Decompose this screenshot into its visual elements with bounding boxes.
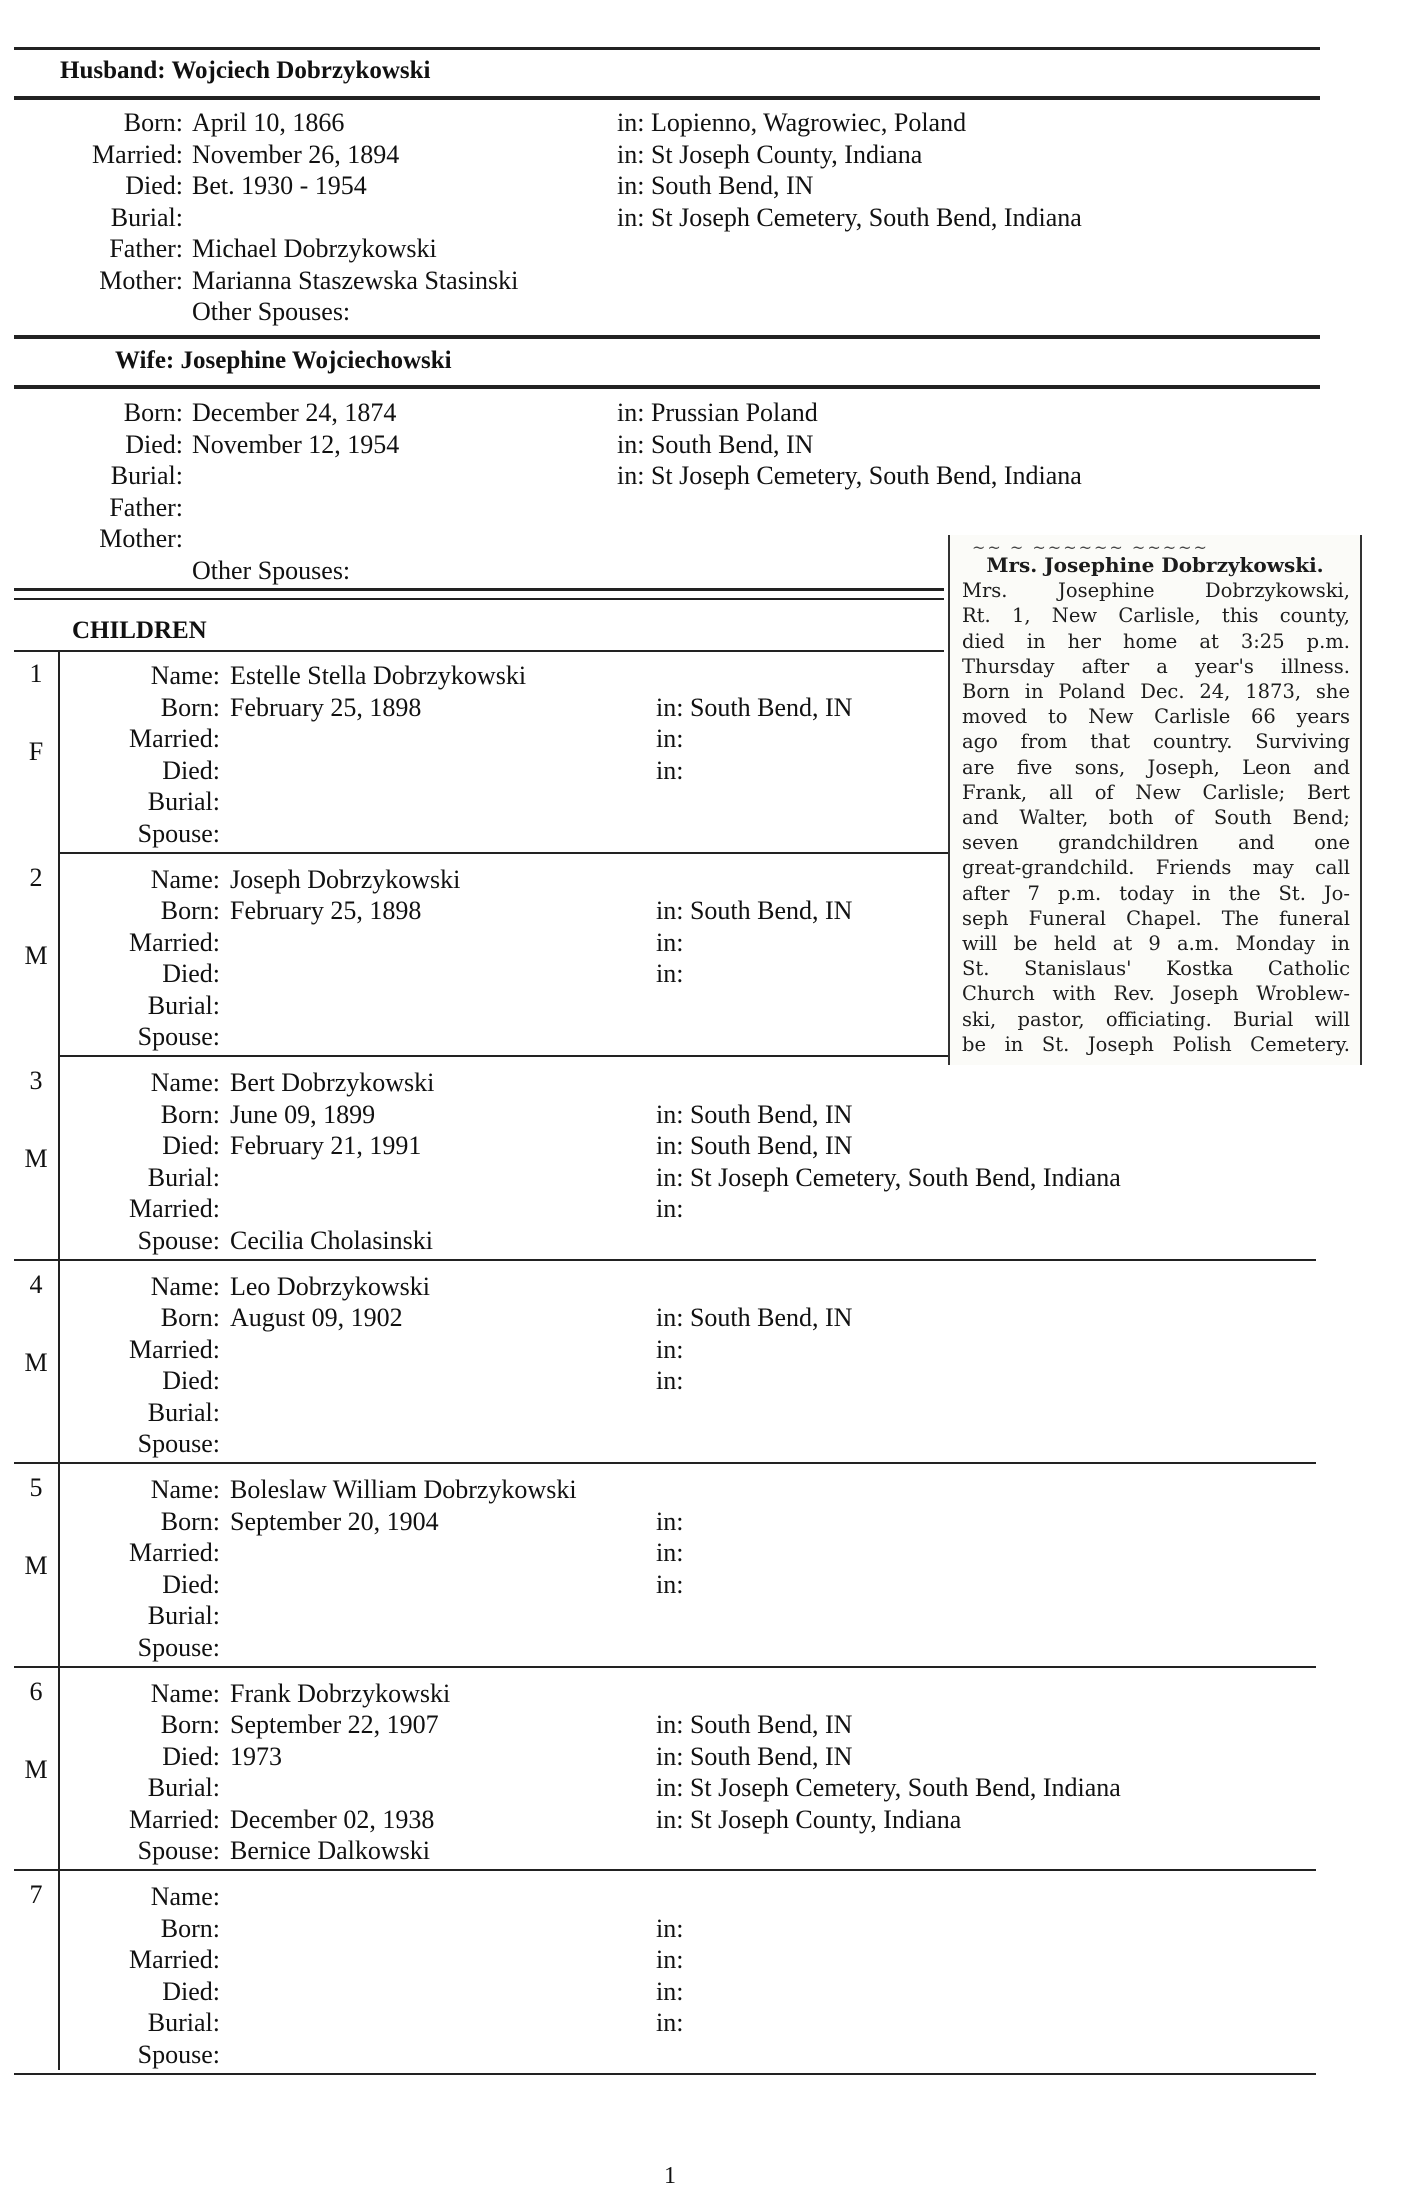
wife-detail-row — [0, 397, 1409, 429]
child-separator — [14, 1869, 1316, 1871]
wife-detail-label: Born: — [123, 398, 183, 427]
child-number: 3 — [29, 1066, 43, 1095]
child-separator — [14, 1259, 1316, 1261]
child-detail-place: in: South Bend, IN — [656, 1099, 853, 1129]
child-detail-place: in: — [656, 1569, 684, 1599]
clipping-line: Church with Rev. Joseph Wroblew- — [962, 982, 1350, 1006]
child-detail-label: Died: — [162, 755, 220, 785]
child-detail-place: in: South Bend, IN — [656, 1303, 853, 1332]
child-number: 4 — [29, 1269, 43, 1299]
children-header: CHILDREN — [72, 617, 207, 644]
wife-detail-place: in: South Bend, IN — [617, 429, 814, 459]
obituary-clipping — [948, 535, 1362, 1065]
child-detail-label: Name: — [150, 1882, 220, 1911]
child-number: 6 — [29, 1676, 43, 1706]
clipping-line: after 7 p.m. today in the St. Jo- — [962, 881, 1350, 905]
husband-detail-value: Michael Dobrzykowski — [192, 234, 437, 263]
child-detail-row — [0, 1772, 1409, 1804]
husband-detail-row — [0, 265, 1409, 297]
child-detail-place: in: St Joseph Cemetery, South Bend, Indiana — [656, 1162, 1121, 1192]
child-separator — [58, 852, 948, 854]
child-detail-row — [0, 1881, 1409, 1913]
child-sex: M — [24, 1144, 48, 1173]
child-detail-row — [0, 1804, 1409, 1836]
child-detail-label: Died: — [162, 959, 220, 988]
child-detail-row — [0, 1944, 1409, 1976]
child-detail-label: Born: — [160, 692, 220, 722]
clipping-line: Frank, all of New Carlisle; Bert — [962, 780, 1350, 804]
wife-rule — [14, 385, 1320, 389]
wife-top-rule — [14, 335, 1320, 339]
child-detail-row — [0, 1835, 1409, 1867]
child-detail-value: Estelle Stella Dobrzykowski — [230, 661, 527, 690]
child-detail-label: Died: — [162, 1366, 220, 1395]
husband-detail-row — [0, 296, 1409, 328]
child-detail-label: Burial: — [147, 1601, 220, 1630]
child-sex: M — [24, 1347, 48, 1377]
child-detail-value: Cecilia Cholasinski — [230, 1225, 433, 1255]
clipping-line: be in St. Joseph Polish Cemetery. — [962, 1032, 1350, 1056]
child-detail-row — [0, 1099, 1409, 1131]
top-rule — [14, 47, 1320, 50]
child-detail-value: Joseph Dobrzykowski — [230, 864, 461, 894]
husband-detail-label: Mother: — [99, 265, 183, 295]
husband-rule — [14, 96, 1320, 100]
page-number: 1 — [664, 2163, 676, 2189]
child-detail-value: Leo Dobrzykowski — [230, 1271, 431, 1301]
child-detail-row — [0, 1709, 1409, 1741]
child-detail-row — [0, 1506, 1409, 1538]
wife-detail-label: Died: — [125, 429, 183, 459]
child-detail-place: in: — [656, 724, 684, 753]
child-detail-place: in: — [656, 1976, 684, 2006]
child-detail-label: Born: — [160, 1099, 220, 1129]
child-detail-label: Born: — [160, 1506, 220, 1536]
husband-header-label: Husband: — [60, 57, 166, 84]
child-detail-value: Bert Dobrzykowski — [230, 1068, 435, 1097]
child-detail-place: in: — [656, 1194, 684, 1223]
clipping-line: died in her home at 3:25 p.m. — [962, 629, 1350, 653]
child-detail-value: February 25, 1898 — [230, 896, 422, 925]
wife-name: Josephine Wojciechowski — [180, 347, 452, 374]
clipping-line: St. Stanislaus' Kostka Catholic — [962, 957, 1350, 981]
child-detail-label: Married: — [129, 724, 220, 753]
husband-detail-row — [0, 202, 1409, 234]
child-detail-row — [0, 1976, 1409, 2008]
child-number: 5 — [29, 1473, 43, 1502]
husband-detail-label: Father: — [109, 234, 183, 263]
clipping-cut-fragment: ~~ ~ ~~~~~~ ~~~~~ — [972, 538, 1209, 557]
child-detail-label: Name: — [150, 1678, 220, 1708]
child-detail-row — [0, 1067, 1409, 1099]
child-number: 7 — [29, 1880, 43, 1909]
husband-detail-row — [0, 233, 1409, 265]
child-detail-place: in: — [656, 755, 684, 785]
child-sex: F — [28, 737, 44, 766]
clipping-line: Thursday after a year's illness. — [962, 654, 1350, 678]
child-detail-label: Married: — [129, 1804, 220, 1834]
child-detail-place: in: — [656, 1506, 684, 1536]
child-separator — [14, 1462, 1316, 1464]
child-detail-row — [0, 1302, 1409, 1334]
husband-detail-label: Born: — [123, 108, 183, 137]
husband-detail-label: Burial: — [110, 202, 183, 232]
clipping-line: will be held at 9 a.m. Monday in — [962, 932, 1350, 956]
child-detail-row — [0, 1271, 1409, 1303]
clipping-line: Rt. 1, New Carlisle, this county, — [962, 604, 1350, 628]
child-number: 2 — [29, 862, 43, 892]
child-detail-value: September 22, 1907 — [230, 1710, 439, 1739]
child-separator — [14, 1666, 1316, 1668]
child-detail-row — [0, 1537, 1409, 1569]
child-detail-label: Died: — [162, 1741, 220, 1771]
child-detail-label: Married: — [129, 1194, 220, 1223]
child-detail-value: September 20, 1904 — [230, 1506, 439, 1536]
child-separator — [58, 1055, 948, 1057]
child-detail-label: Married: — [129, 1334, 220, 1364]
child-detail-value: August 09, 1902 — [230, 1303, 403, 1332]
child-detail-value: December 02, 1938 — [230, 1804, 435, 1834]
child-detail-place: in: St Joseph County, Indiana — [656, 1804, 962, 1834]
child-detail-place: in: South Bend, IN — [656, 1710, 853, 1739]
child-detail-row — [0, 1193, 1409, 1225]
child-detail-row — [0, 1225, 1409, 1257]
child-detail-label: Born: — [160, 1303, 220, 1332]
clipping-title: Mrs. Josephine Dobrzykowski. — [986, 553, 1324, 577]
child-detail-row — [0, 1162, 1409, 1194]
child-detail-place: in: — [656, 1945, 684, 1974]
clipping-line: seph Funeral Chapel. The funeral — [962, 906, 1350, 930]
child-detail-label: Died: — [162, 1976, 220, 2006]
child-detail-label: Married: — [129, 1538, 220, 1567]
child-detail-value: June 09, 1899 — [230, 1099, 376, 1129]
children-top-rule-1 — [14, 588, 944, 591]
child-detail-row — [0, 1569, 1409, 1601]
child-detail-row — [0, 1474, 1409, 1506]
child-detail-label: Born: — [160, 1913, 220, 1943]
child-detail-row — [0, 1334, 1409, 1366]
clipping-line: Mrs. Josephine Dobrzykowski, — [962, 579, 1350, 603]
clipping-line: great-grandchild. Friends may call — [962, 856, 1350, 880]
child-detail-value: Frank Dobrzykowski — [230, 1678, 451, 1708]
wife-detail-label: Mother: — [99, 524, 183, 553]
child-detail-label: Name: — [150, 1068, 220, 1097]
child-detail-place: in: St Joseph Cemetery, South Bend, Indiana — [656, 1773, 1121, 1802]
child-detail-label: Spouse: — [137, 818, 220, 848]
clipping-line: Born in Poland Dec. 24, 1873, she — [962, 680, 1350, 704]
child-detail-row — [0, 1632, 1409, 1664]
child-sex: M — [24, 940, 48, 970]
wife-detail-row — [0, 429, 1409, 461]
child-detail-row — [0, 1741, 1409, 1773]
child-detail-row — [0, 2007, 1409, 2039]
child-number: 1 — [29, 659, 43, 688]
husband-detail-place: in: Lopienno, Wagrowiec, Poland — [617, 108, 967, 137]
wife-detail-value: December 24, 1874 — [192, 398, 397, 427]
child-separator — [14, 2073, 1316, 2075]
child-detail-label: Burial: — [147, 1397, 220, 1427]
child-detail-place: in: South Bend, IN — [656, 692, 853, 722]
husband-name: Wojciech Dobrzykowski — [171, 57, 431, 84]
husband-detail-value: April 10, 1866 — [192, 108, 345, 137]
husband-detail-place: in: St Joseph Cemetery, South Bend, Indiana — [617, 202, 1082, 232]
child-detail-place: in: — [656, 1366, 684, 1395]
wife-detail-value: Other Spouses: — [192, 555, 351, 585]
clipping-line: seven grandchildren and one — [962, 831, 1350, 855]
child-detail-place: in: South Bend, IN — [656, 896, 853, 925]
husband-detail-value: November 26, 1894 — [192, 139, 400, 169]
clipping-line: moved to New Carlisle 66 years — [962, 705, 1350, 729]
child-detail-row — [0, 1365, 1409, 1397]
clipping-body — [950, 578, 1360, 1057]
child-detail-label: Burial: — [147, 1162, 220, 1192]
wife-detail-place: in: St Joseph Cemetery, South Bend, Indiana — [617, 461, 1082, 490]
child-detail-place: in: — [656, 2008, 684, 2037]
husband-detail-value: Marianna Staszewska Stasinski — [192, 265, 519, 295]
child-detail-value: Bernice Dalkowski — [230, 1836, 431, 1865]
child-detail-label: Burial: — [147, 2008, 220, 2037]
child-sex: M — [24, 1551, 48, 1580]
child-detail-label: Burial: — [147, 990, 220, 1020]
children-header-rule — [14, 650, 944, 652]
child-detail-place: in: — [656, 1334, 684, 1364]
child-detail-place: in: — [656, 1538, 684, 1567]
child-detail-place: in: South Bend, IN — [656, 1741, 853, 1771]
wife-detail-label: Burial: — [110, 461, 183, 490]
husband-detail-place: in: South Bend, IN — [617, 171, 814, 200]
child-detail-label: Spouse: — [137, 1836, 220, 1865]
child-detail-label: Name: — [150, 1475, 220, 1504]
wife-detail-label: Father: — [109, 492, 183, 522]
child-detail-place: in: — [656, 927, 684, 957]
child-detail-row — [0, 1428, 1409, 1460]
child-detail-label: Spouse: — [137, 1632, 220, 1662]
clipping-line: ski, pastor, officiating. Burial will — [962, 1007, 1350, 1031]
child-detail-place: in: — [656, 1913, 684, 1943]
husband-detail-label: Died: — [125, 171, 183, 200]
wife-detail-row — [0, 492, 1409, 524]
clipping-line: ago from that country. Surviving — [962, 730, 1350, 754]
child-detail-label: Spouse: — [137, 1225, 220, 1255]
child-detail-value: February 25, 1898 — [230, 692, 422, 722]
child-detail-label: Spouse: — [137, 1429, 220, 1458]
child-detail-value: February 21, 1991 — [230, 1131, 422, 1160]
husband-detail-place: in: St Joseph County, Indiana — [617, 139, 923, 169]
husband-detail-label: Married: — [92, 139, 183, 169]
husband-detail-row — [0, 170, 1409, 202]
child-detail-label: Name: — [150, 1271, 220, 1301]
husband-header — [60, 57, 430, 85]
wife-detail-value: November 12, 1954 — [192, 429, 400, 459]
child-detail-label: Married: — [129, 927, 220, 957]
child-detail-label: Spouse: — [137, 2039, 220, 2069]
child-detail-place: in: — [656, 959, 684, 988]
child-detail-row — [0, 1130, 1409, 1162]
wife-detail-place: in: Prussian Poland — [617, 398, 818, 427]
clipping-line: are five sons, Joseph, Leon and — [962, 755, 1350, 779]
husband-detail-row — [0, 107, 1409, 139]
husband-detail-row — [0, 139, 1409, 171]
child-detail-label: Burial: — [147, 1773, 220, 1802]
child-detail-label: Married: — [129, 1945, 220, 1974]
child-detail-value: 1973 — [230, 1741, 282, 1771]
children-top-rule-2 — [14, 598, 944, 600]
wife-header — [115, 347, 452, 375]
child-detail-label: Burial: — [147, 787, 220, 816]
child-detail-row — [0, 1397, 1409, 1429]
child-detail-value: Boleslaw William Dobrzykowski — [230, 1475, 577, 1504]
child-detail-row — [0, 1913, 1409, 1945]
child-detail-label: Born: — [160, 1710, 220, 1739]
child-detail-label: Name: — [150, 661, 220, 690]
child-detail-label: Died: — [162, 1131, 220, 1160]
child-detail-label: Name: — [150, 864, 220, 894]
child-detail-place: in: South Bend, IN — [656, 1131, 853, 1160]
child-detail-row — [0, 1678, 1409, 1710]
child-detail-label: Spouse: — [137, 1022, 220, 1051]
child-detail-row — [0, 1600, 1409, 1632]
wife-detail-row — [0, 460, 1409, 492]
husband-detail-value: Other Spouses: — [192, 297, 351, 326]
child-sex: M — [24, 1754, 48, 1784]
child-detail-label: Died: — [162, 1569, 220, 1599]
child-detail-row — [0, 2039, 1409, 2071]
wife-header-label: Wife: — [115, 347, 175, 374]
clipping-line: and Walter, both of South Bend; — [962, 806, 1350, 830]
husband-detail-value: Bet. 1930 - 1954 — [192, 171, 367, 200]
child-detail-label: Born: — [160, 896, 220, 925]
